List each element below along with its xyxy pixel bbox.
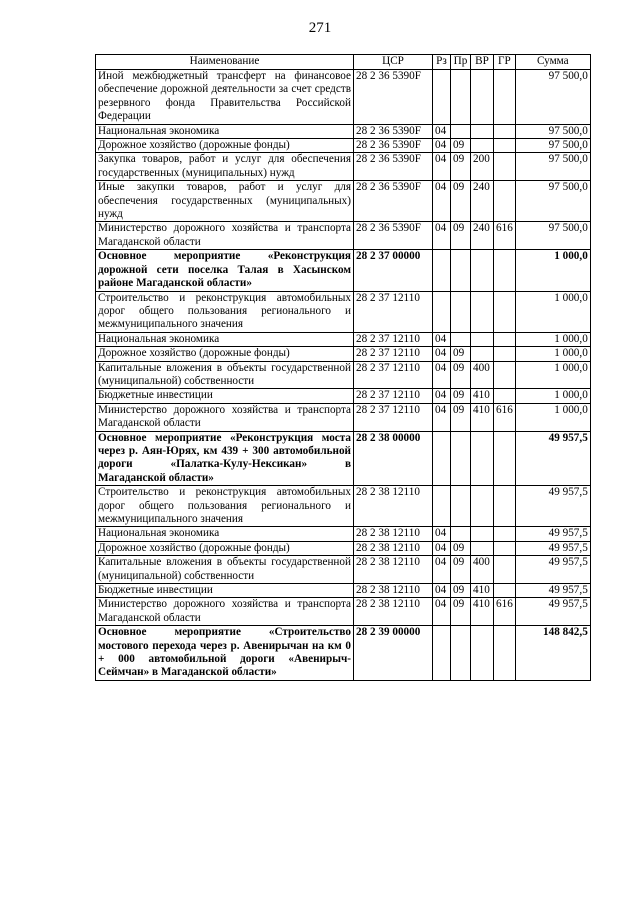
row-vr-cell: 240 (471, 222, 494, 250)
row-vr-cell: 410 (471, 584, 494, 598)
row-vr-cell: 400 (471, 361, 494, 389)
row-pr-cell: 09 (451, 556, 471, 584)
row-sum-cell: 49 957,5 (515, 527, 590, 541)
row-gr-cell (494, 291, 516, 332)
row-sum-cell: 49 957,5 (515, 556, 590, 584)
row-name-cell: Основное мероприятие «Строительство мостового перехода через р. Авенирычан на км 0 + 000 автомобильной дороги «Авенирыч-Сеймчан» в Магаданской области» (96, 626, 354, 681)
row-vr-cell (471, 124, 494, 138)
table-row (96, 403, 591, 431)
row-sum-cell: 49 957,5 (515, 431, 590, 486)
row-csr-cell: 28 2 39 00000 (354, 626, 433, 681)
row-pr-cell (451, 250, 471, 291)
row-rz-cell (433, 250, 451, 291)
row-rz-cell: 04 (433, 556, 451, 584)
row-pr-cell: 09 (451, 403, 471, 431)
row-name-cell: Основное мероприятие «Реконструкция моста через р. Аян-Юрях, км 439 + 300 автомобильной дороги «Палатка-Кулу-Нексикан» в Магаданской области» (96, 431, 354, 486)
row-vr-cell: 240 (471, 181, 494, 222)
row-csr-cell: 28 2 36 5390F (354, 153, 433, 181)
row-rz-cell: 04 (433, 124, 451, 138)
row-pr-cell: 09 (451, 181, 471, 222)
row-gr-cell (494, 139, 516, 153)
row-sum-cell: 1 000,0 (515, 347, 590, 361)
row-vr-cell (471, 139, 494, 153)
row-pr-cell (451, 486, 471, 527)
table-row (96, 291, 591, 332)
row-vr-cell: 410 (471, 598, 494, 626)
row-pr-cell: 09 (451, 361, 471, 389)
table-row (96, 541, 591, 555)
row-pr-cell (451, 626, 471, 681)
row-rz-cell: 04 (433, 139, 451, 153)
row-vr-cell (471, 527, 494, 541)
row-pr-cell: 09 (451, 598, 471, 626)
row-sum-cell: 49 957,5 (515, 486, 590, 527)
row-sum-cell: 1 000,0 (515, 250, 590, 291)
row-pr-cell: 09 (451, 139, 471, 153)
row-sum-cell: 148 842,5 (515, 626, 590, 681)
table-row (96, 626, 591, 681)
row-gr-cell (494, 584, 516, 598)
row-vr-cell: 400 (471, 556, 494, 584)
row-csr-cell: 28 2 37 12110 (354, 403, 433, 431)
row-csr-cell: 28 2 38 12110 (354, 486, 433, 527)
table-row (96, 431, 591, 486)
row-vr-cell (471, 347, 494, 361)
row-csr-cell: 28 2 38 12110 (354, 584, 433, 598)
header-vr: ВР (471, 55, 494, 70)
row-sum-cell: 1 000,0 (515, 389, 590, 403)
row-name-cell: Закупка товаров, работ и услуг для обеспечения государственных (муниципальных) нужд (96, 153, 354, 181)
page-number: 271 (308, 20, 332, 36)
row-pr-cell (451, 70, 471, 125)
row-gr-cell: 616 (494, 222, 516, 250)
row-rz-cell (433, 431, 451, 486)
row-csr-cell: 28 2 36 5390F (354, 222, 433, 250)
row-rz-cell: 04 (433, 361, 451, 389)
row-sum-cell: 49 957,5 (515, 584, 590, 598)
row-gr-cell (494, 250, 516, 291)
row-vr-cell (471, 486, 494, 527)
row-name-cell: Дорожное хозяйство (дорожные фонды) (96, 347, 354, 361)
row-sum-cell: 1 000,0 (515, 403, 590, 431)
row-vr-cell: 410 (471, 389, 494, 403)
table-row (96, 486, 591, 527)
row-csr-cell: 28 2 38 12110 (354, 598, 433, 626)
table-row (96, 250, 591, 291)
row-pr-cell (451, 431, 471, 486)
row-rz-cell: 04 (433, 153, 451, 181)
row-vr-cell (471, 541, 494, 555)
row-name-cell: Бюджетные инвестиции (96, 584, 354, 598)
row-rz-cell: 04 (433, 332, 451, 346)
row-name-cell: Капитальные вложения в объекты государственной (муниципальной) собственности (96, 556, 354, 584)
row-csr-cell: 28 2 37 12110 (354, 361, 433, 389)
row-pr-cell (451, 124, 471, 138)
budget-table (95, 54, 591, 681)
row-name-cell: Министерство дорожного хозяйства и транспорта Магаданской области (96, 403, 354, 431)
row-name-cell: Национальная экономика (96, 124, 354, 138)
table-row (96, 70, 591, 125)
row-vr-cell (471, 332, 494, 346)
row-pr-cell (451, 291, 471, 332)
header-gr: ГР (494, 55, 516, 70)
table-row (96, 222, 591, 250)
row-gr-cell (494, 556, 516, 584)
row-csr-cell: 28 2 37 12110 (354, 347, 433, 361)
table-row (96, 332, 591, 346)
row-pr-cell: 09 (451, 347, 471, 361)
row-csr-cell: 28 2 38 12110 (354, 556, 433, 584)
header-rz: Рз (433, 55, 451, 70)
row-sum-cell: 1 000,0 (515, 332, 590, 346)
row-name-cell: Министерство дорожного хозяйства и транспорта Магаданской области (96, 222, 354, 250)
row-pr-cell (451, 332, 471, 346)
row-sum-cell: 97 500,0 (515, 139, 590, 153)
row-csr-cell: 28 2 37 00000 (354, 250, 433, 291)
row-rz-cell: 04 (433, 181, 451, 222)
row-vr-cell (471, 626, 494, 681)
row-pr-cell: 09 (451, 153, 471, 181)
table-header-row (96, 55, 591, 70)
row-sum-cell: 97 500,0 (515, 70, 590, 125)
table-row (96, 361, 591, 389)
row-vr-cell (471, 291, 494, 332)
header-sum: Сумма (515, 55, 590, 70)
table-row (96, 527, 591, 541)
header-csr: ЦСР (354, 55, 433, 70)
row-vr-cell (471, 431, 494, 486)
table-row (96, 347, 591, 361)
row-gr-cell (494, 124, 516, 138)
row-rz-cell: 04 (433, 389, 451, 403)
row-pr-cell: 09 (451, 389, 471, 403)
row-rz-cell (433, 626, 451, 681)
header-name: Наименование (96, 55, 354, 70)
row-sum-cell: 97 500,0 (515, 124, 590, 138)
row-gr-cell (494, 626, 516, 681)
row-sum-cell: 1 000,0 (515, 291, 590, 332)
row-name-cell: Строительство и реконструкция автомобильных дорог общего пользования регионального и межмуниципального значения (96, 291, 354, 332)
row-rz-cell (433, 291, 451, 332)
row-rz-cell: 04 (433, 598, 451, 626)
row-csr-cell: 28 2 37 12110 (354, 291, 433, 332)
row-vr-cell: 410 (471, 403, 494, 431)
row-gr-cell: 616 (494, 598, 516, 626)
table-row (96, 389, 591, 403)
row-rz-cell: 04 (433, 527, 451, 541)
table-row (96, 139, 591, 153)
row-gr-cell (494, 431, 516, 486)
row-name-cell: Иные закупки товаров, работ и услуг для обеспечения государственных (муниципальных) нужд (96, 181, 354, 222)
row-gr-cell (494, 541, 516, 555)
row-rz-cell: 04 (433, 541, 451, 555)
row-pr-cell: 09 (451, 584, 471, 598)
row-pr-cell: 09 (451, 541, 471, 555)
row-vr-cell (471, 250, 494, 291)
row-gr-cell (494, 70, 516, 125)
row-gr-cell (494, 347, 516, 361)
row-csr-cell: 28 2 37 12110 (354, 389, 433, 403)
row-sum-cell: 49 957,5 (515, 598, 590, 626)
row-sum-cell: 1 000,0 (515, 361, 590, 389)
row-rz-cell: 04 (433, 403, 451, 431)
row-sum-cell: 49 957,5 (515, 541, 590, 555)
row-csr-cell: 28 2 36 5390F (354, 139, 433, 153)
row-gr-cell (494, 181, 516, 222)
row-gr-cell: 616 (494, 403, 516, 431)
row-name-cell: Национальная экономика (96, 332, 354, 346)
row-csr-cell: 28 2 38 12110 (354, 541, 433, 555)
row-name-cell: Национальная экономика (96, 527, 354, 541)
row-gr-cell (494, 527, 516, 541)
row-csr-cell: 28 2 36 5390F (354, 70, 433, 125)
row-gr-cell (494, 486, 516, 527)
row-rz-cell: 04 (433, 347, 451, 361)
row-vr-cell: 200 (471, 153, 494, 181)
row-rz-cell (433, 70, 451, 125)
row-gr-cell (494, 332, 516, 346)
table-row (96, 124, 591, 138)
row-gr-cell (494, 153, 516, 181)
row-pr-cell: 09 (451, 222, 471, 250)
table-row (96, 556, 591, 584)
row-csr-cell: 28 2 38 12110 (354, 527, 433, 541)
row-pr-cell (451, 527, 471, 541)
table-row (96, 584, 591, 598)
table-row (96, 598, 591, 626)
row-sum-cell: 97 500,0 (515, 222, 590, 250)
table-body (96, 70, 591, 681)
row-name-cell: Дорожное хозяйство (дорожные фонды) (96, 139, 354, 153)
row-gr-cell (494, 389, 516, 403)
row-name-cell: Дорожное хозяйство (дорожные фонды) (96, 541, 354, 555)
table-row (96, 153, 591, 181)
row-gr-cell (494, 361, 516, 389)
row-rz-cell: 04 (433, 222, 451, 250)
row-csr-cell: 28 2 37 12110 (354, 332, 433, 346)
row-name-cell: Иной межбюджетный трансферт на финансовое обеспечение дорожной деятельности за счет средств резервного фонда Правительства Российской Федерации (96, 70, 354, 125)
row-name-cell: Бюджетные инвестиции (96, 389, 354, 403)
row-sum-cell: 97 500,0 (515, 153, 590, 181)
row-name-cell: Основное мероприятие «Реконструкция дорожной сети поселка Талая в Хасынском районе Магаданской области» (96, 250, 354, 291)
row-name-cell: Министерство дорожного хозяйства и транспорта Магаданской области (96, 598, 354, 626)
header-pr: Пр (451, 55, 471, 70)
row-name-cell: Капитальные вложения в объекты государственной (муниципальной) собственности (96, 361, 354, 389)
row-sum-cell: 97 500,0 (515, 181, 590, 222)
row-rz-cell: 04 (433, 584, 451, 598)
row-rz-cell (433, 486, 451, 527)
table-row (96, 181, 591, 222)
row-vr-cell (471, 70, 494, 125)
row-csr-cell: 28 2 36 5390F (354, 124, 433, 138)
row-csr-cell: 28 2 38 00000 (354, 431, 433, 486)
row-csr-cell: 28 2 36 5390F (354, 181, 433, 222)
row-name-cell: Строительство и реконструкция автомобильных дорог общего пользования регионального и межмуниципального значения (96, 486, 354, 527)
